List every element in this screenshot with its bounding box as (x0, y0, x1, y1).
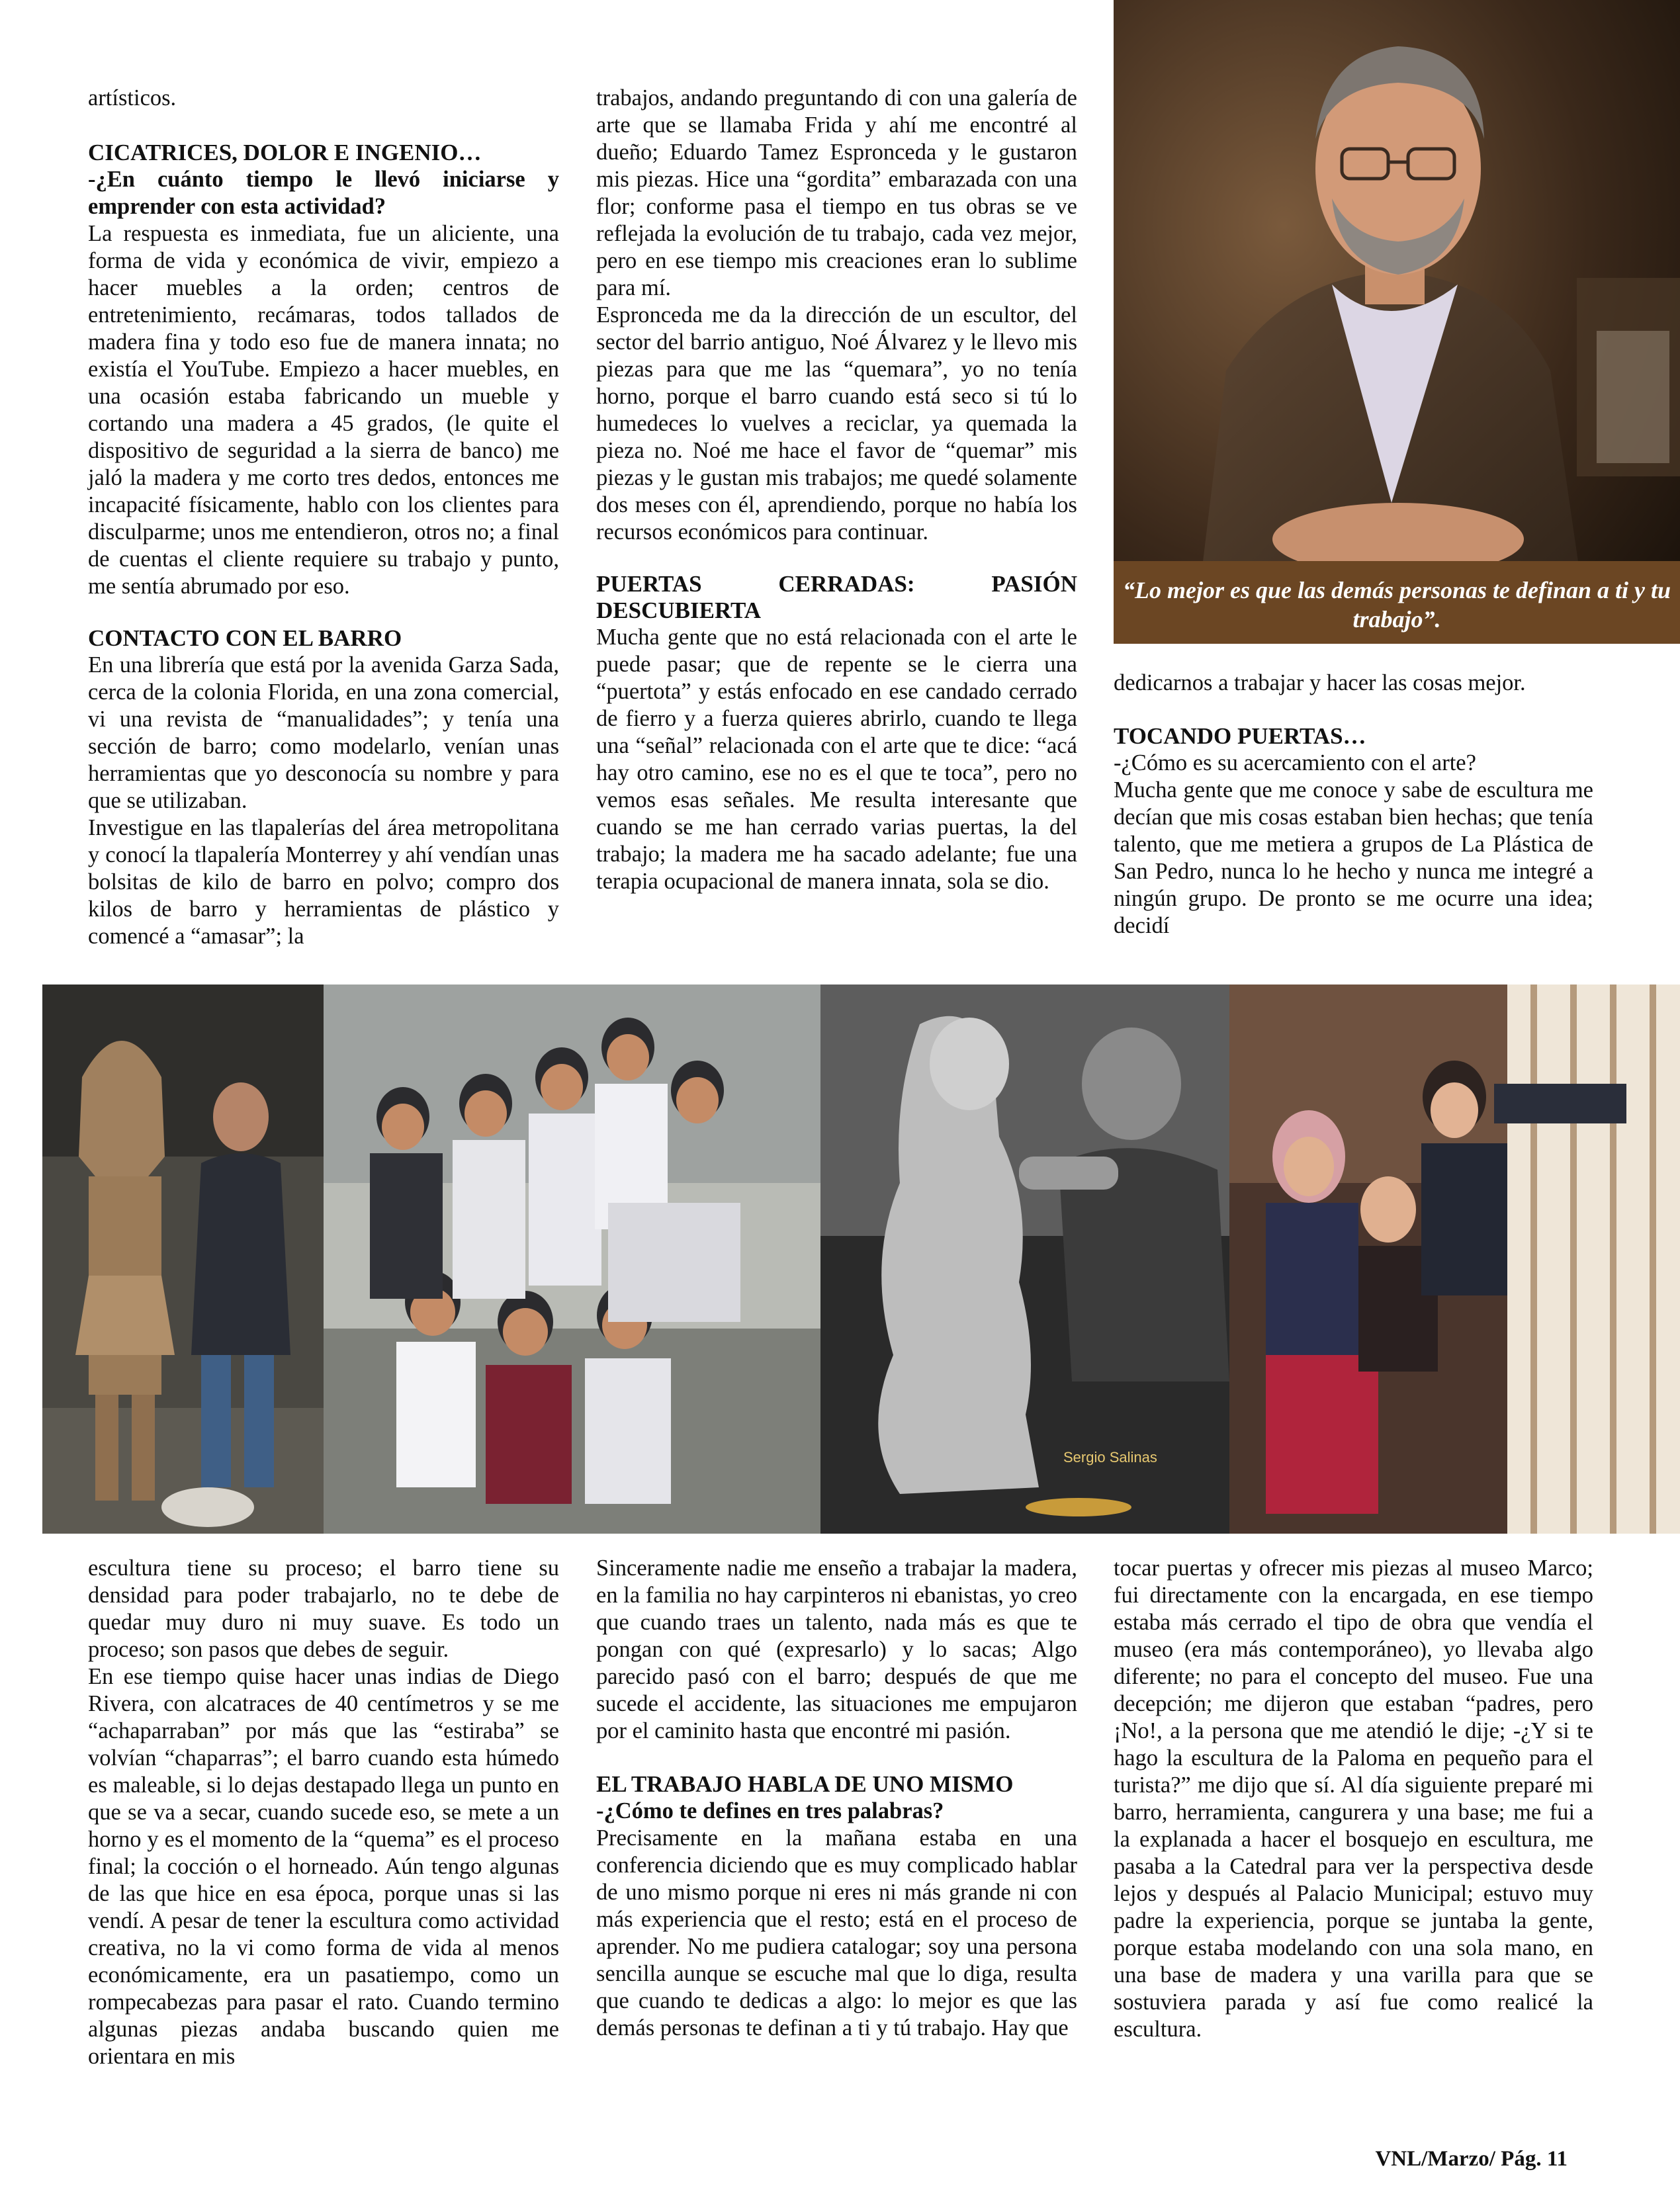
paragraph: trabajos, andando preguntando di con una galería de arte que se llamaba Frida y ahí me encontré al dueño; Eduardo Tamez Espronceda y le gustaron mis piezas. Hice una “gordita” embarazada con una flor; conforme pasa el tiempo en tus obras se ve reflejada la evolución de tu trabajo, cada vez mejor, pero en ese tiempo mis creaciones eran lo sublime para mí. (596, 85, 1077, 300)
paragraph: tocar puertas y ofrecer mis piezas al museo Marco; fui directamente con la encargada, en ese tiempo estaba más cerrado el tipo de obra que vendía el museo (era más contemporáneo), yo llevaba algo diferente; no para el concepto del museo. Fue una decepción; me dijeron que estaban “padres, pero ¡No!, a la persona que me atendió le dije; -¿Y si te hago la escultura de la Paloma en pequeño para el turista?” me dijo que sí. Al día siguiente preparé mi barro, herramienta, cangurera y una base; me fui a la explanada a hacer el bosquejo en escultura, me pasaba a la Catedral para ver la perspectiva desde lejos y después al Palacio Municipal; estuvo muy padre la experiencia, porque se juntaba la gente, porque estaba modelando con una sola mano, en una base de madera y una varilla para que se sostuviera parada y así fue como realicé la escultura. (1114, 1555, 1593, 2042)
paragraph: En ese tiempo quise hacer unas indias de Diego Rivera, con alcatraces de 40 centímetros y se me “achaparraban” por más que las “estiraba” se volvían “chaparras”; el barro cuando esta húmedo es maleable, si lo dejas destapado llega un punto en que se va a secar, cuando sucede eso, se mete a un horno y es el momento de la “quema” es el proceso final; la cocción o el horneado. Aún tengo algunas de las que hice en esa época, porque unas si las vendí. A pesar de tener la escultura como actividad creativa, no la vi como forma de vida al menos económicamente, era un pasatiempo, como un rompecabezas para pasar el rato. Cuando termino algunas piezas andaba buscando quien me orientara en mis (88, 1664, 559, 2069)
paragraph: Sinceramente nadie me enseño a trabajar la madera, en la familia no hay carpinteros ni ebanistas, yo creo que cuando traes un talento, nada más es que te pongan con qué (expresarlo) y lo sacas; Algo parecido pasó con el barro; después de que me sucede el accidente, las situaciones me empujaron por el caminito hasta que encontré mi pasión. (596, 1555, 1077, 1743)
pull-quote-caption: “Lo mejor es que las demás personas te definan a ti y tu trabajo”. (1114, 561, 1680, 644)
section-heading-trabajo-habla: EL TRABAJO HABLA DE UNO MISMO (596, 1771, 1014, 1797)
photo-sculpting-figure (820, 985, 1229, 1534)
paragraph: escultura tiene su proceso; el barro tiene su densidad para poder trabajarlo, no te debe de quedar muy duro ni muy suave. Es todo un proceso; son pasos que debes de seguir. (88, 1555, 559, 1662)
interview-question: -¿En cuánto tiempo le llevó iniciarse y emprender con esta actividad? (88, 167, 559, 219)
paragraph: La respuesta es inmediata, fue un aliciente, una forma de vida y económica de vivir, empiezo a hacer muebles a la orden; centros de entretenimiento, recámaras, todos tallados de madera fina y todo eso fue de manera innata; no existía el YouTube. Empiezo a hacer muebles, en una ocasión estaba fabricando un mueble y cortando una madera a 45 grados, (le quite el dispositivo de seguridad a la sierra de banco) me jaló la madera y me corto tres dedos, entonces me incapacité físicamente, hablo con los clientes para disculparme; unos me entendieron, otros no; a final de cuentas el cliente requiere su trabajo y punto, me sentía abrumado por eso. (88, 221, 559, 599)
section-heading-tocando-puertas: TOCANDO PUERTAS… (1114, 723, 1366, 749)
photo-group-of-men (324, 985, 820, 1534)
column-c-bottom (1114, 1555, 1593, 2043)
paragraph: Mucha gente que me conoce y sabe de escultura me decían que mis cosas estaban bien hechas; que tenía talento, que me metiera a grupos de La Plástica de San Pedro, nunca lo he hecho y nunca me integré a ningún grupo. De pronto se me ocurre una idea; decidí (1114, 777, 1593, 938)
section-heading-cicatrices: CICATRICES, DOLOR E INGENIO… (88, 140, 482, 165)
column-b-bottom (596, 1555, 1077, 2042)
column-b-top (596, 85, 1077, 895)
lead-text: artísticos. (88, 85, 177, 110)
column-c-top (1114, 670, 1593, 940)
portrait-photo (1114, 0, 1680, 644)
paragraph: dedicarnos a trabajar y hacer las cosas mejor. (1114, 670, 1526, 695)
column-a-top (88, 85, 559, 950)
paragraph: En una librería que está por la avenida Garza Sada, cerca de la colonia Florida, en una zona comercial, vi una revista de “manualidades”; y tenía una sección de barro; como modelarlo, venían unas herramientas que yo desconocía su nombre y para que se utilizaban. (88, 652, 559, 813)
photo-pharaoh-sculpture (42, 985, 324, 1534)
section-heading-contacto: CONTACTO CON EL BARRO (88, 625, 402, 651)
paragraph: Precisamente en la mañana estaba en una conferencia diciendo que es muy complicado hablar de uno mismo porque ni eres ni más grande ni con más experiencia que el resto; está en el proceso de aprender. No me pudiera catalogar; soy una persona sencilla aunque se escuche mal que lo diga, resulta que cuando te dedicas a algo: lo mejor es que las demás personas te definan a ti y tú trabajo. Hay que (596, 1825, 1077, 2040)
paragraph: Investigue en las tlapalerías del área metropolitana y conocí la tlapalería Monterrey y ahí vendían unas bolsitas de kilo de barro en polvo; compro dos kilos de barro y herramientas de plástico y comencé a “amasar”; la (88, 815, 559, 949)
photo-family-on-stairs (1229, 985, 1680, 1534)
interview-question: -¿Cómo es su acercamiento con el arte? (1114, 750, 1476, 775)
paragraph: Mucha gente que no está relacionada con el arte le puede pasar; que de repente se le cierra una “puertota” y estás enfocado en ese candado cerrado de fierro y a fuerza quieres abrirlo, cuando te llega una “señal” relacionada con el arte que te dice: “acá hay otro camino, ese no es el que te toca”, pero no vemos esas señales. Me resulta interesante que cuando se me han cerrado varias puertas, la del trabajo; la madera me ha sacado adelante; fue una terapia ocupacional de manera innata, sola se dio. (596, 625, 1077, 894)
interview-question: -¿Cómo te defines en tres palabras? (596, 1798, 944, 1823)
paragraph: Espronceda me da la dirección de un escultor, del sector del barrio antiguo, Noé Álvarez y le llevo mis piezas para que me las “quemara”, yo no tenía horno, porque el barro cuando está seco si tú lo humedeces lo vuelves a reciclar, ya quemada la pieza no. Noé me hace el favor de “quemar” mis piezas y le gustan mis trabajos; me quedé solamente dos meses con él, aprendiendo, porque no había los recursos económicos para continuar. (596, 302, 1077, 545)
page-footer: VNL/Marzo/ Pág. 11 (1375, 2147, 1568, 2171)
photo-watermark: Sergio Salinas (1063, 1449, 1157, 1466)
section-heading-puertas-cerradas: PUERTAS CERRADAS: PASIÓN DESCUBIERTA (596, 571, 1077, 623)
column-a-bottom (88, 1555, 559, 2070)
